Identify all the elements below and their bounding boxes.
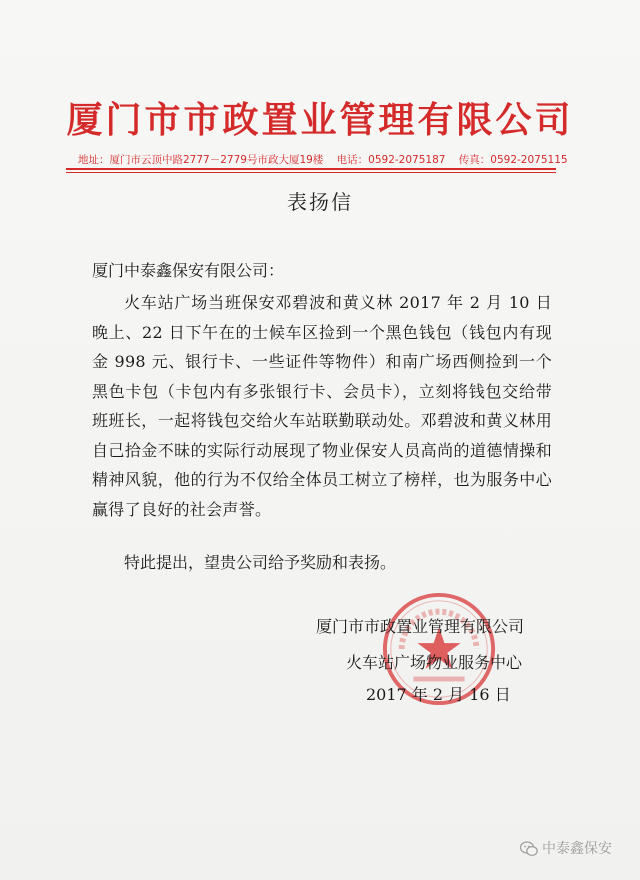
letterhead-phone: 电话：0592-2075187 — [336, 154, 446, 166]
wechat-watermark — [520, 838, 612, 858]
body-paragraph: 火车站广场当班保安邓碧波和黄义林 2017 年 2 月 10 日晚上、22 日下午在的士候车区捡到一个黑色钱包（钱包内有现金 998 元、银行卡、一些证件等物件）和南广场西侧捡到一个黑色卡包（卡包内有多张银行卡、会员卡），立刻将钱包交给带班班长，一起将钱包交给火车站联勤联动处。邓碧波和黄义林用自己拾金不昧的实际行动展现了物业保安人员高尚的道德情操和精神风貌，他的行为不仅给全体员工树立了榜样，也为服务中心赢得了良好的社会声誉。 — [92, 293, 552, 519]
letterhead-address: 地址：厦门市云顶中路2777－2779号市政大厦19楼 — [78, 154, 324, 166]
closing-paragraph: 特此提出，望贵公司给予奖励和表扬。 — [124, 553, 397, 572]
wechat-icon — [520, 841, 538, 857]
signature-date: 2017 年 2 月 16 日 — [366, 685, 511, 704]
letterhead-rule-thin — [66, 172, 556, 173]
letterhead-fax: 传真：0592-2075115 — [458, 154, 568, 166]
letterhead-company-name: 厦门市市政置业管理有限公司 — [66, 99, 574, 141]
watermark-text: 中泰鑫保安 — [542, 841, 612, 857]
signature-department: 火车站广场物业服务中心 — [346, 653, 523, 672]
letterhead-contact-line — [78, 152, 568, 167]
signature-company: 厦门市市政置业管理有限公司 — [316, 617, 525, 636]
salutation: 厦门中泰鑫保安有限公司： — [92, 261, 285, 280]
letterhead-rule — [66, 168, 556, 170]
document-title: 表扬信 — [287, 190, 353, 214]
